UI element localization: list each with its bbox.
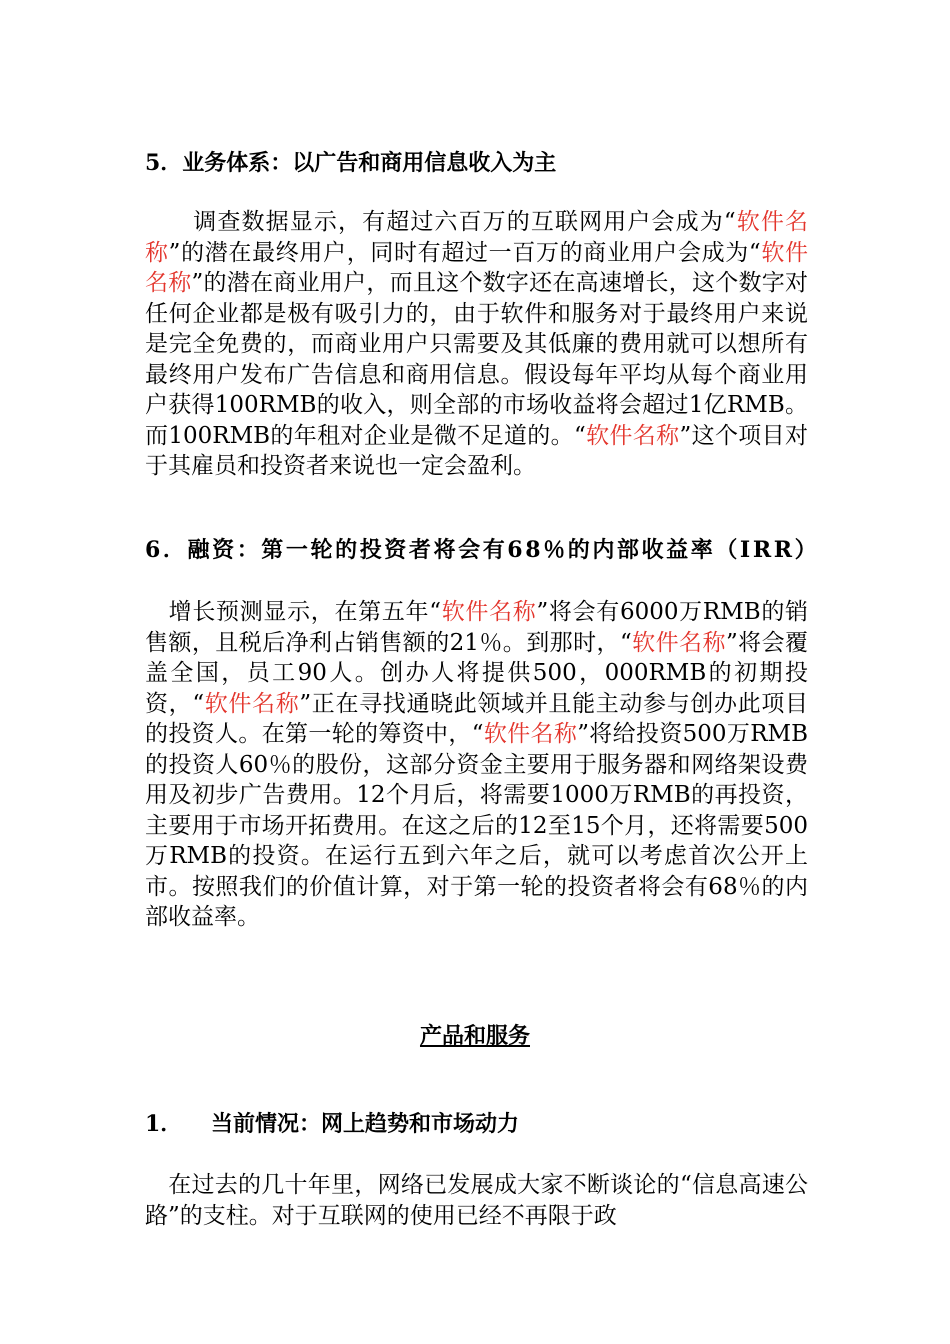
subsection-1-title: 当前情况：网上趋势和市场动力 bbox=[211, 1111, 520, 1137]
section-6-text-run: ”将会有6000万RMB的销售额，且税后净利占销售额的21％。到那时，“ bbox=[145, 599, 809, 656]
section-5-text-run: ”的潜在最终用户，同时有超过一百万的商业用户会成为“ bbox=[168, 239, 761, 266]
section-5-heading: 5．业务体系：以广告和商用信息收入为主 bbox=[145, 150, 557, 176]
section-6-paragraph bbox=[145, 597, 808, 933]
section-6-text-run: ”将给投资500万RMB的投资人60％的股份，这部分资金主要用于服务器和网络架设费用及初步广告费用。12个月后，将需要1000万RMB的再投资，主要用于市场开拓费用。在这之后的12至15个月，还将需要500万RMB的投资。在运行五到六年之后，就可以考虑首次公开上市。按照我们的价值计算，对于第一轮的投资者将会有68％的内部收益率。 bbox=[145, 721, 808, 930]
subsection-1-paragraph: 在过去的几十年里，网络已发展成大家不断谈论的“信息高速公路”的支柱。对于互联网的使用已经不再限于政 bbox=[145, 1172, 808, 1229]
software-name-placeholder: 软件名称 bbox=[204, 690, 300, 717]
software-name-placeholder: 软件名称 bbox=[631, 629, 726, 656]
section-6-text-run: ”将会覆盖全国，员工90人。创办人将提供500，000RMB的初期投资，“ bbox=[145, 629, 809, 717]
section-6-text-run: ”正在寻找通晓此领域并且能主动参与创办此项目的投资人。在第一轮的筹资中，“ bbox=[145, 690, 809, 747]
section-5-text-run: ”的潜在商业用户，而且这个数字还在高速增长，这个数字对任何企业都是极有吸引力的，由于软件和服务对于最终用户来说是完全免费的，而商业用户只需要及其低廉的费用就可以想所有最终用户发布广告信息和商用信息。假设每年平均从每个商业用户获得100RMB的收入，则全部的市场收益将会超过1亿RMB。而100RMB的年租对企业是微不足道的。“ bbox=[145, 270, 809, 449]
subsection-1-number: 1． bbox=[145, 1111, 183, 1137]
software-name-placeholder: 软件名称 bbox=[145, 209, 809, 266]
section-5-text-run: ”这个项目对于其雇员和投资者来说也一定会盈利。 bbox=[145, 422, 809, 479]
section-6-text-run: 增长预测显示，在第五年“ bbox=[145, 599, 442, 625]
section-6-heading: 6．融资：第一轮的投资者将会有68％的内部收益率（IRR） bbox=[145, 537, 820, 563]
products-services-title: 产品和服务 bbox=[419, 1023, 530, 1049]
subsection-1-heading bbox=[145, 1108, 519, 1140]
software-name-placeholder: 软件名称 bbox=[585, 422, 680, 449]
section-5-text-run: 调查数据显示，有超过六百万的互联网用户会成为“ bbox=[145, 209, 736, 235]
software-name-placeholder: 软件名称 bbox=[441, 599, 537, 625]
software-name-placeholder: 软件名称 bbox=[483, 721, 578, 747]
software-name-placeholder: 软件名称 bbox=[145, 239, 809, 296]
section-5-paragraph bbox=[145, 207, 808, 482]
